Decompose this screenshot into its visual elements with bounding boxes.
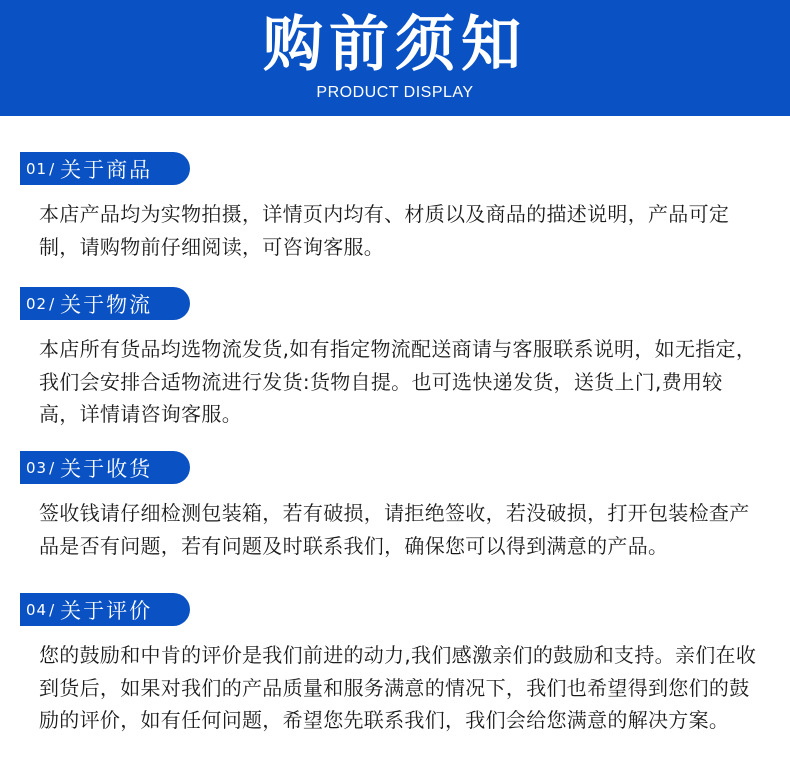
section-title: 关于商品 <box>60 157 153 182</box>
section-text-logistics: 本店所有货品均选物流发货,如有指定物流配送商请与客服联系说明，如无指定，我们会安排合适物流进行发货:货物自提。也可选快递发货，送货上门,费用较高，详情请咨询客服。 <box>39 337 757 426</box>
section-text-review: 您的鼓励和中肯的评价是我们前进的动力,我们感激亲们的鼓励和支持。亲们在收到货后，如果对我们的产品质量和服务满意的情况下，我们也希望得到您们的鼓励的评价，如有任何问题，希望您先联系我们，我们会给您满意的解决方案。 <box>39 643 757 732</box>
section-number: 02 <box>26 294 48 313</box>
section-badge-review <box>20 593 190 626</box>
section-number: 01 <box>26 159 48 178</box>
section-slash: / <box>49 159 55 178</box>
section-number: 03 <box>26 458 48 477</box>
page-header <box>0 0 790 116</box>
section-slash: / <box>49 458 55 477</box>
section-badge-receipt <box>20 451 190 484</box>
section-text-product: 本店产品均为实物拍摄，详情页内均有、材质以及商品的描述说明，产品可定制，请购物前仔细阅读，可咨询客服。 <box>39 202 730 259</box>
page-title: 购前须知 <box>263 10 527 80</box>
section-badge-logistics <box>20 287 190 320</box>
section-title: 关于收货 <box>60 456 153 481</box>
section-title: 关于物流 <box>60 292 153 317</box>
section-slash: / <box>49 294 55 313</box>
section-badge-product <box>20 152 190 185</box>
section-text-receipt: 签收钱请仔细检测包装箱，若有破损，请拒绝签收，若没破损，打开包装检查产品是否有问题，若有问题及时联系我们，确保您可以得到满意的产品。 <box>39 501 750 558</box>
page-subtitle: PRODUCT DISPLAY <box>316 84 474 101</box>
section-number: 04 <box>26 600 48 619</box>
section-title: 关于评价 <box>60 598 153 623</box>
section-slash: / <box>49 600 55 619</box>
